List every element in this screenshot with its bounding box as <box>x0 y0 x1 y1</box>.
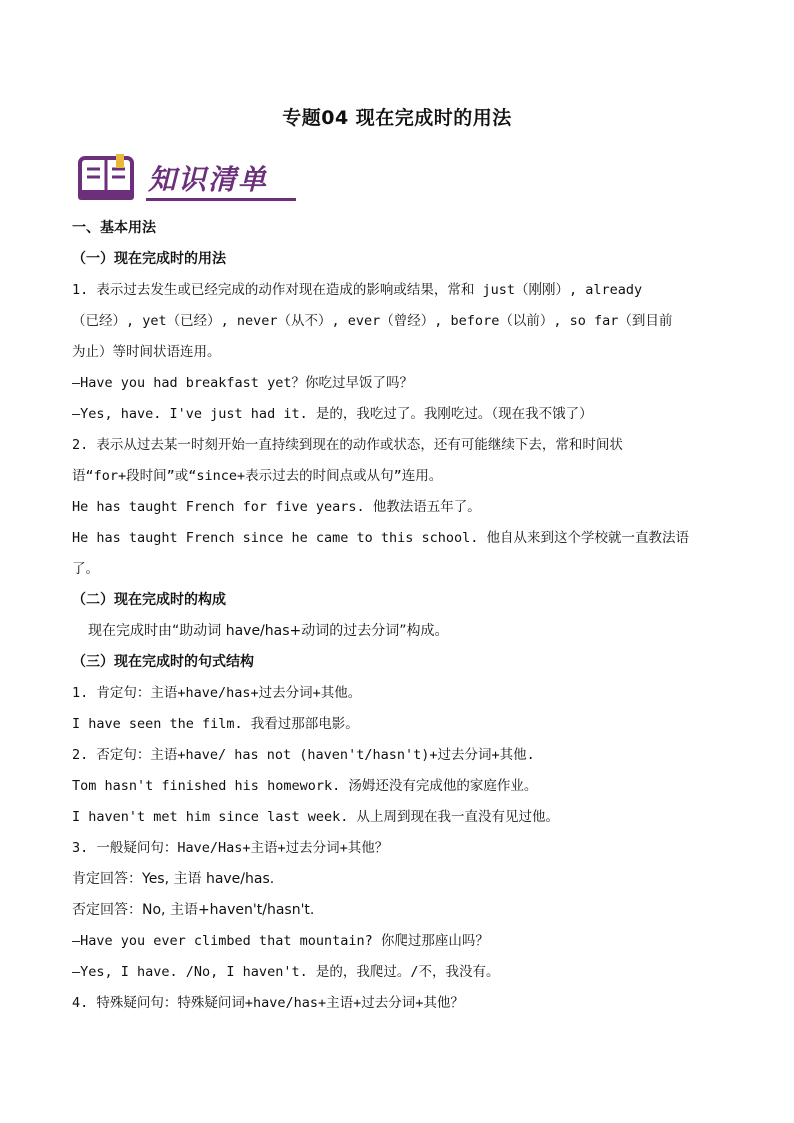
rule-line: 1. 肯定句：主语+have/has+过去分词+其他。 <box>72 685 362 701</box>
paragraph-line: 现在完成时由“助动词 have/has+动词的过去分词”构成。 <box>88 623 449 639</box>
paragraph-line: 1. 表示过去发生或已经完成的动作对现在造成的影响或结果，常和 just（刚刚）, already <box>72 282 643 298</box>
banner-title: 知识清单 <box>148 163 269 196</box>
book-icon <box>76 152 138 204</box>
subsection-heading: （三）现在完成时的句式结构 <box>72 654 254 670</box>
answer-line: 肯定回答：Yes, 主语 have/has. <box>72 871 275 887</box>
section-heading: 一、基本用法 <box>72 220 156 236</box>
rule-line: 2. 否定句：主语+have/ has not (haven't/hasn't)+过去分词+其他. <box>72 747 535 763</box>
page-title: 专题04 现在完成时的用法 <box>282 107 512 129</box>
example-line: I have seen the film. 我看过那部电影。 <box>72 716 359 732</box>
example-line: —Have you ever climbed that mountain? 你爬过那座山吗？ <box>72 933 489 949</box>
knowledge-list-banner <box>76 152 298 204</box>
example-line: —Yes, I have. /No, I haven't. 是的，我爬过。/不，我没有。 <box>72 964 500 980</box>
answer-line: 否定回答：No, 主语+haven't/hasn't. <box>72 902 315 918</box>
document-body <box>72 213 724 1019</box>
example-line: He has taught French for five years. 他教法语五年了。 <box>72 499 481 515</box>
subsection-heading: （二）现在完成时的构成 <box>72 592 226 608</box>
banner-underline <box>146 198 296 201</box>
paragraph-line: （已经）, yet（已经）, never（从不）, ever（曾经）, before（以前）, so far（到目前 <box>72 313 673 329</box>
example-line: —Have you had breakfast yet？你吃过早饭了吗？ <box>72 375 413 391</box>
paragraph-line: 2. 表示从过去某一时刻开始一直持续到现在的动作或状态，还有可能继续下去，常和时间状 <box>72 437 623 453</box>
paragraph-line: 为止）等时间状语连用。 <box>72 344 221 360</box>
rule-line: 3. 一般疑问句：Have/Has+主语+过去分词+其他？ <box>72 840 389 856</box>
example-line: 了。 <box>72 561 99 577</box>
example-line: —Yes, have. I've just had it. 是的，我吃过了。我刚吃过。（现在我不饿了） <box>72 406 593 422</box>
subsection-heading: （一）现在完成时的用法 <box>72 251 226 267</box>
example-line: He has taught French since he came to this school. 他自从来到这个学校就一直教法语 <box>72 530 690 546</box>
rule-line: 4. 特殊疑问句：特殊疑问词+have/has+主语+过去分词+其他？ <box>72 995 464 1011</box>
paragraph-line: 语“for+段时间”或“since+表示过去的时间点或从句”连用。 <box>72 468 443 484</box>
example-line: Tom hasn't finished his homework. 汤姆还没有完成他的家庭作业。 <box>72 778 538 794</box>
example-line: I haven't met him since last week. 从上周到现在我一直没有见过他。 <box>72 809 559 825</box>
